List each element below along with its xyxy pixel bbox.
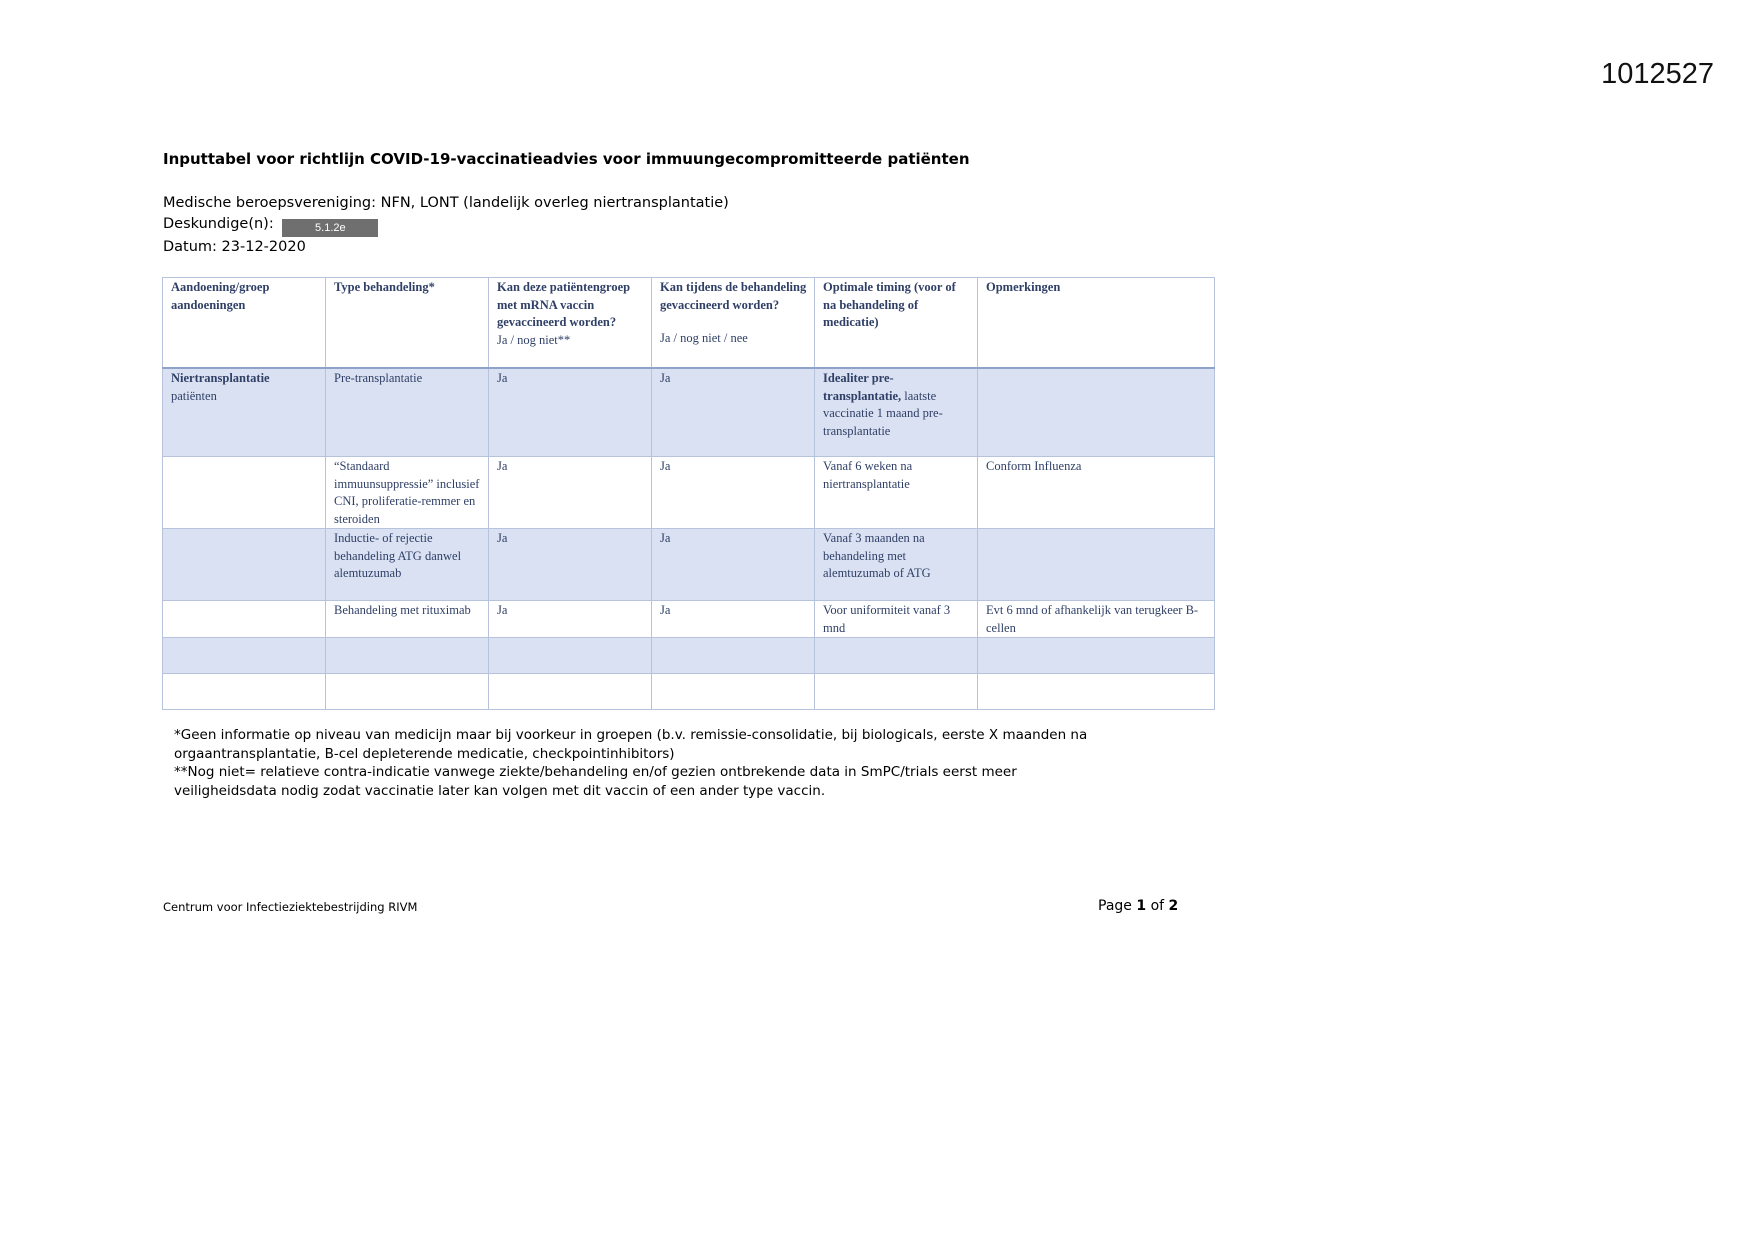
table-row-empty	[163, 674, 1215, 710]
table-header-row	[163, 278, 1215, 369]
cell-empty	[652, 674, 815, 710]
cell-condition	[163, 457, 326, 529]
header-during	[652, 278, 815, 369]
cell-mrna: Ja	[489, 601, 652, 638]
experts-label: Deskundige(n):	[163, 215, 274, 232]
header-treatment: Type behandeling*	[326, 278, 489, 369]
cell-timing: Vanaf 6 weken na niertransplantatie	[815, 457, 978, 529]
cell-empty	[163, 674, 326, 710]
cell-timing: Voor uniformiteit vanaf 3 mnd	[815, 601, 978, 638]
date-value: 23-12-2020	[221, 238, 306, 255]
header-during-options: Ja / nog niet / nee	[660, 331, 748, 345]
cell-remarks: Evt 6 mnd of afhankelijk van terugkeer B-cellen	[978, 601, 1215, 638]
header-during-text: Kan tijdens de behandeling gevaccineerd worden?	[660, 280, 807, 312]
cell-empty	[489, 638, 652, 674]
cell-empty	[815, 674, 978, 710]
page-total: 2	[1168, 898, 1179, 914]
cell-empty	[815, 638, 978, 674]
table-row	[163, 457, 1215, 529]
footnote-not-yet: **Nog niet= relatieve contra-indicatie vanwege ziekte/behandeling en/of gezien ontbrekende data in SmPC/trials eerst meer veiligheidsdata nodig zodat vaccinatie later kan volgen met dit vaccin of een ander type vaccin.	[174, 764, 1017, 799]
page-of: of	[1150, 898, 1165, 914]
header-condition: Aandoening/groep aandoeningen	[163, 278, 326, 369]
cell-mrna: Ja	[489, 457, 652, 529]
cell-timing	[815, 368, 978, 457]
experts-row	[163, 214, 729, 237]
table-row	[163, 368, 1215, 457]
cell-empty	[489, 674, 652, 710]
footer-organization: Centrum voor Infectieziektebestrijding RIVM	[163, 900, 418, 914]
cell-treatment: Behandeling met rituximab	[326, 601, 489, 638]
condition-name: Niertransplantatie	[171, 371, 270, 385]
document-meta	[163, 193, 729, 257]
header-remarks: Opmerkingen	[978, 278, 1215, 369]
cell-during: Ja	[652, 368, 815, 457]
cell-empty	[652, 638, 815, 674]
association-label: Medische beroepsvereniging:	[163, 195, 377, 211]
footnote-treatment-type: *Geen informatie op niveau van medicijn maar bij voorkeur in groepen (b.v. remissie-consolidatie, bij biologicals, eerste X maanden na orgaantransplantatie, B-cel depleterende medicatie, checkpointinhibitors)	[174, 727, 1088, 762]
page-title: Inputtabel voor richtlijn COVID-19-vaccinatieadvies voor immuungecompromitteerde patiënten	[163, 150, 970, 168]
footnotes	[174, 726, 1114, 800]
cell-empty	[326, 674, 489, 710]
timing-detail: laatste vaccinatie 1 maand pre-transplantatie	[823, 388, 943, 438]
date-row	[163, 237, 729, 258]
header-mrna	[489, 278, 652, 369]
header-mrna-text: Kan deze patiëntengroep met mRNA vaccin gevaccineerd worden?	[497, 280, 631, 329]
cell-treatment: “Standaard immuunsuppressie” inclusief CNI, proliferatie-remmer en steroiden	[326, 457, 489, 529]
cell-during: Ja	[652, 601, 815, 638]
cell-empty	[326, 638, 489, 674]
cell-empty	[978, 674, 1215, 710]
cell-remarks: Conform Influenza	[978, 457, 1215, 529]
document-number: 1012527	[1601, 58, 1714, 90]
vaccination-advice-table	[162, 277, 1215, 710]
cell-mrna: Ja	[489, 529, 652, 601]
cell-timing: Vanaf 3 maanden na behandeling met alemtuzumab of ATG	[815, 529, 978, 601]
cell-mrna: Ja	[489, 368, 652, 457]
cell-treatment: Inductie- of rejectie behandeling ATG danwel alemtuzumab	[326, 529, 489, 601]
table-row-empty	[163, 638, 1215, 674]
redaction-box: 5.1.2e	[282, 219, 378, 237]
cell-remarks	[978, 368, 1215, 457]
page-current: 1	[1136, 898, 1147, 914]
cell-during: Ja	[652, 529, 815, 601]
timing-emphasis: Idealiter pre-transplantatie,	[823, 371, 902, 403]
cell-condition	[163, 368, 326, 457]
header-mrna-options: Ja / nog niet**	[497, 332, 571, 347]
page-label: Page	[1098, 898, 1132, 914]
header-timing: Optimale timing (voor of na behandeling of medicatie)	[815, 278, 978, 369]
cell-treatment: Pre-transplantatie	[326, 368, 489, 457]
cell-condition	[163, 601, 326, 638]
cell-empty	[978, 638, 1215, 674]
association-row	[163, 193, 729, 214]
table-row	[163, 601, 1215, 638]
table-row	[163, 529, 1215, 601]
footer-page-number	[1098, 898, 1178, 914]
condition-detail: patiënten	[171, 388, 217, 403]
cell-remarks	[978, 529, 1215, 601]
cell-empty	[163, 638, 326, 674]
association-value: NFN, LONT (landelijk overleg niertransplantatie)	[380, 195, 729, 211]
date-label: Datum:	[163, 238, 217, 255]
cell-during: Ja	[652, 457, 815, 529]
cell-condition	[163, 529, 326, 601]
